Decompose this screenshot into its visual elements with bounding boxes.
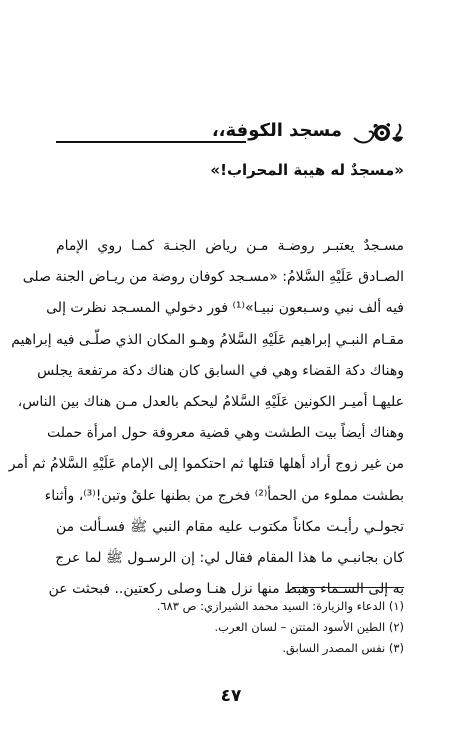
body-line: تجولـي رأيـت مكاناً مكتوب عليه مقام النبي ﷺ فسـألت من: [56, 518, 404, 535]
chapter-subtitle: «مسجدٌ له هيبة المحراب!»: [210, 161, 404, 179]
header-rule: [56, 141, 246, 143]
body-line: الصـادق عَلَيْهِ السَّلامُ: «مسـجد كوفان روضة من ريـاض الجنة صلى: [22, 269, 404, 286]
body-line: فيه ألف نبي وسـبعون نبيـا»⁽¹⁾ فور دخولي المسـجد نظرت إلى: [46, 300, 404, 317]
page-number: ٤٧: [220, 686, 242, 706]
body-line: وهناك أيضاً بيت الطشت وهي قضية معروفة حول امرأة حملت: [47, 425, 404, 442]
footnote-divider: [292, 587, 404, 588]
body-line: وهناك دكة القضاء وهي في السابق كان هناك دكة مرتفعة يجلس: [37, 362, 404, 379]
footnote-3: (٣) نفس المصدر السابق.: [282, 641, 404, 655]
body-text: [8, 231, 404, 605]
chapter-header: [56, 118, 404, 148]
chapter-title: مسجد الكوفة،،: [211, 120, 342, 141]
footnote-2: (٢) الطين الأسود المتتن – لسان العرب.: [214, 620, 404, 634]
footnote-1: (١) الدعاء والزيارة: السيد محمد الشيرازي: ص ٦٨٣.: [156, 599, 404, 613]
body-line: به إلى السـماء وهبط منها نزل هنـا وصلى ركعتين.. فبحثت عن: [48, 581, 404, 598]
flower-ornament-icon: [352, 118, 404, 146]
body-line: بطشت مملوء من الحمأ⁽²⁾ فخرج من بطنها علقٌ وتبن!⁽³⁾، وأثناء: [44, 487, 404, 504]
footnotes: [56, 596, 404, 659]
body-line: كان بجانبـي ما هذا المقام فقال لي: إن الرسـول ﷺ لما عرج: [55, 549, 404, 566]
body-line: عليهـا أميـر الكونين عَلَيْهِ السَّلامُ ليحكم بالعدل مـن هناك بين الناس،: [17, 393, 404, 410]
body-line: مسـجدٌ يعتبـر روضـة مـن رياض الجنـة كمـا روي الإمام: [56, 238, 404, 254]
body-line: مقـام النبـي إبراهيم عَلَيْهِ السَّلامُ وهـو المكان الذي صلّـى فيه إبراهيم: [11, 331, 404, 348]
body-line: من غير زوج أراد أهلها قتلها ثم احتكموا إلى الإمام عَلَيْهِ السَّلامُ ثم أمر: [8, 456, 404, 473]
